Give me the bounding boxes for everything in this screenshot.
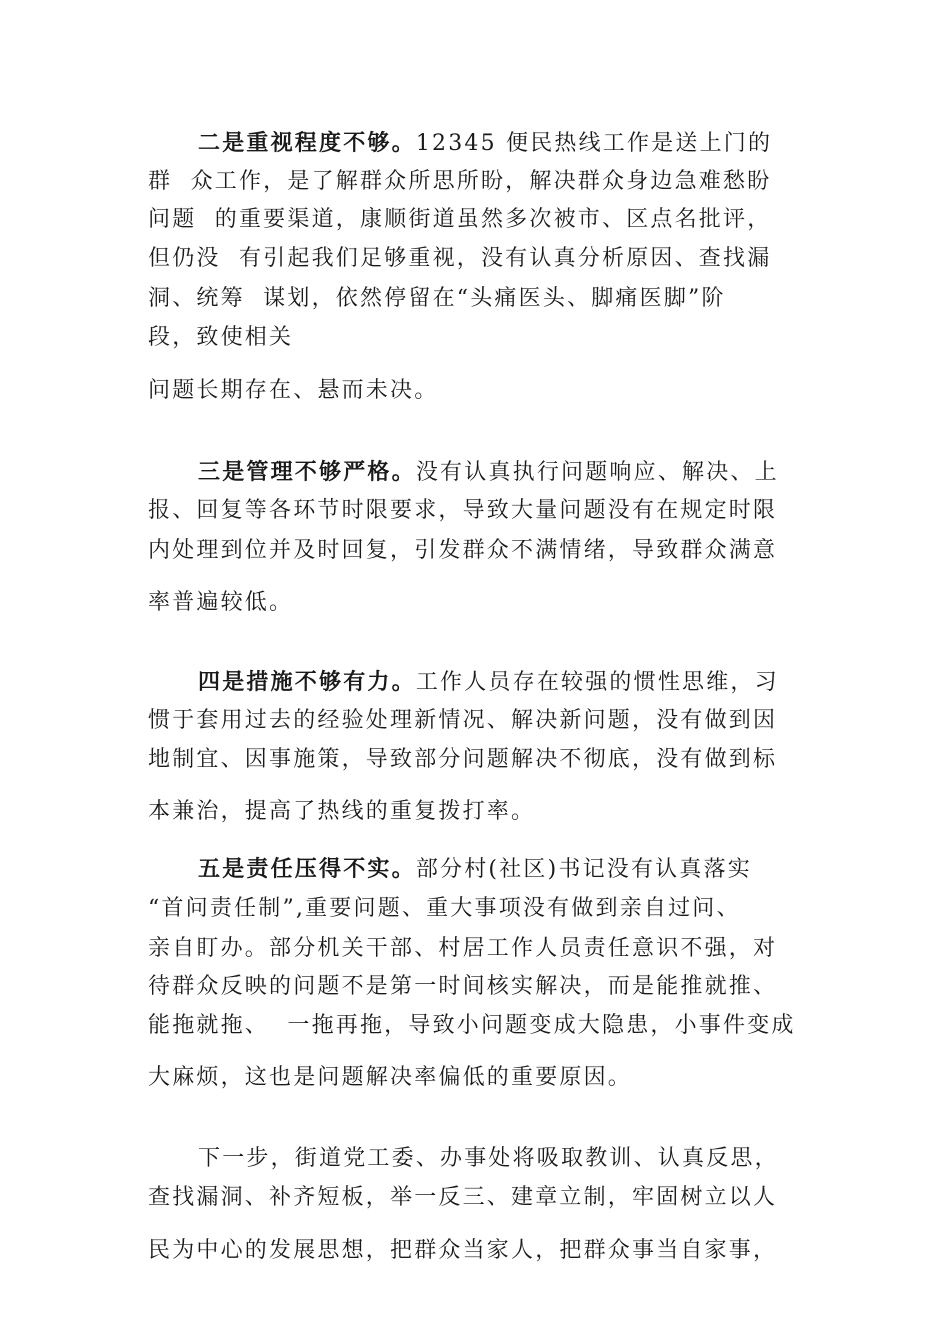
paragraph-5-line-2: 查找漏洞、补齐短板，举一反三、建章立制，牢固树立以人: [148, 1185, 778, 1210]
paragraph-1-line-7: 问题长期存在、悬而未决。: [148, 378, 439, 403]
paragraph-2-heading: 三是管理不够严格。: [198, 459, 416, 485]
paragraph-3-line-3: 地制宜、因事施策，导致部分问题解决不彻底，没有做到标: [148, 747, 778, 772]
paragraph-3-line-2: 惯于套用过去的经验处理新情况、解决新问题，没有做到因: [148, 708, 778, 733]
paragraph-4-line-6: 大麻烦，这也是问题解决率偏低的重要原因。: [148, 1065, 633, 1090]
paragraph-4-line-5: 能拖就拖、 一拖再拖，导致小问题变成大隐患，小事件变成: [148, 1013, 796, 1038]
paragraph-3-line-1: 四是措施不够有力。工作人员存在较强的惯性思维，习: [198, 669, 779, 695]
paragraph-3-line-4: 本兼治，提高了热线的重复拨打率。: [148, 799, 536, 824]
paragraph-4-heading: 五是责任压得不实。: [198, 856, 416, 882]
paragraph-1-line-1: 二是重视程度不够。12345 便民热线工作是送上门的: [198, 130, 773, 156]
paragraph-5-line-3: 民为中心的发展思想，把群众当家人，把群众事当自家事，: [148, 1238, 778, 1263]
paragraph-2-line-1: 三是管理不够严格。没有认真执行问题响应、解决、上: [198, 459, 779, 485]
paragraph-1-line-6: 段，致使相关: [148, 325, 294, 350]
paragraph-1-line-3: 问题 的重要渠道，康顺街道虽然多次被市、区点名批评，: [148, 207, 772, 232]
paragraph-1-heading: 二是重视程度不够。: [198, 130, 416, 156]
paragraph-4-line-3: 亲自盯办。部分机关干部、村居工作人员责任意识不强，对: [148, 936, 778, 961]
paragraph-3-heading: 四是措施不够有力。: [198, 669, 416, 695]
paragraph-2-line-3: 内处理到位并及时回复，引发群众不满情绪，导致群众满意: [148, 538, 778, 563]
paragraph-4-line-2: “首问责任制”,重要问题、重大事项没有做到亲自过问、: [148, 896, 741, 921]
paragraph-4-line-4: 待群众反映的问题不是第一时间核实解决，而是能推就推、: [148, 974, 778, 999]
paragraph-1-line-5: 洞、统筹 谋划，依然停留在“头痛医头、脚痛医脚”阶: [148, 286, 726, 311]
paragraph-2-line-4: 率普遍较低。: [148, 590, 294, 615]
paragraph-1-line-2: 群 众工作，是了解群众所思所盼，解决群众身边急难愁盼: [148, 169, 772, 194]
paragraph-2-line-2: 报、回复等各环节时限要求，导致大量问题没有在规定时限: [148, 498, 778, 523]
paragraph-5-line-1: 下一步，街道党工委、办事处将吸取教训、认真反思，: [198, 1146, 779, 1171]
paragraph-4-line-1: 五是责任压得不实。部分村(社区)书记没有认真落实: [198, 856, 752, 882]
paragraph-1-line-4: 但仍没 有引起我们足够重视，没有认真分析原因、查找漏: [148, 246, 772, 271]
